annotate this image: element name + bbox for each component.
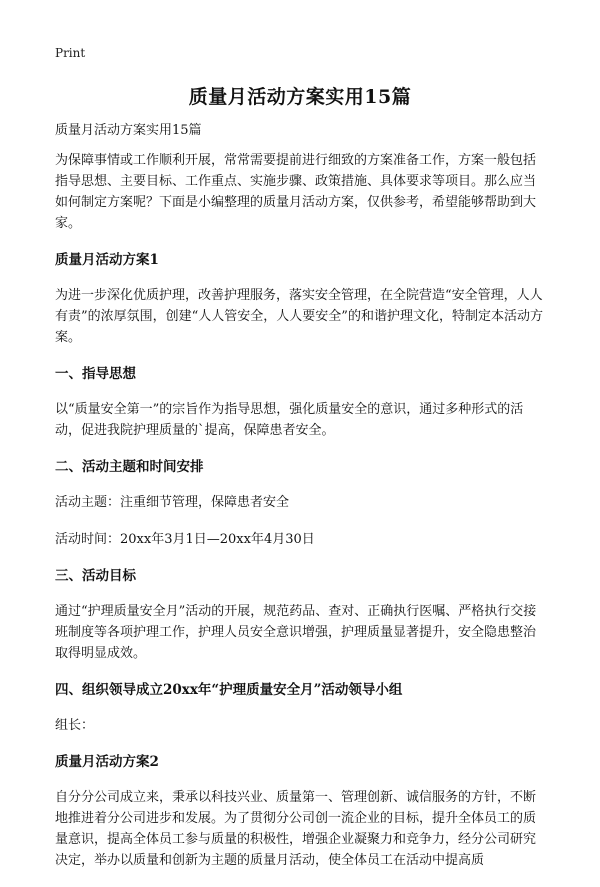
document-subtitle: 质量月活动方案实用15篇: [55, 123, 202, 138]
goal-heading: 三、活动目标: [55, 568, 136, 584]
section-1-paragraph: 为进一步深化优质护理，改善护理服务，落实安全管理，在全院营造“安全管理，人人有责”的浓厚氛围，创建“人人管安全，人人要安全”的和谐护理文化，特制定本活动方案。: [55, 288, 543, 345]
theme-line: 活动主题：注重细节管理，保障患者安全: [55, 495, 290, 510]
goal-paragraph: 通过“护理质量安全月”活动的开展，规范药品、查对、正确执行医嘱、严格执行交接班制度等各项护理工作，护理人员安全意识增强，护理质量显著提升，安全隐患整治取得明显成效。: [55, 604, 537, 661]
leader-line: 组长：: [55, 718, 95, 733]
intro-paragraph: 为保障事情或工作顺利开展，常常需要提前进行细致的方案准备工作，方案一般包括指导思想、主要目标、工作重点、实施步骤、政策措施、具体要求等项目。那么应当如何制定方案呢？下面是小编整理的质量月活动方案，仅供参考，希望能够帮助到大家。: [55, 153, 537, 231]
section-2-heading: 质量月活动方案2: [55, 754, 159, 770]
print-label: Print: [55, 46, 86, 60]
theme-heading: 二、活动主题和时间安排: [55, 459, 204, 475]
document-title: 质量月活动方案实用15篇: [188, 86, 412, 108]
section-1-heading: 质量月活动方案1: [55, 252, 159, 268]
guiding-heading: 一、指导思想: [55, 366, 136, 382]
time-line: 活动时间：20xx年3月1日—20xx年4月30日: [55, 532, 315, 547]
document-body: [55, 120, 547, 887]
organization-heading: 四、组织领导成立20xx年“护理质量安全月”活动领导小组: [55, 682, 403, 698]
section-2-paragraph: 自分分公司成立来，秉承以科技兴业、质量第一、管理创新、诚信服务的方针，不断地推进着分公司进步和发展。为了贯彻分公司创一流企业的目标，提升全体员工的质量意识，提高全体员工参与质量的积极性，增强企业凝聚力和竞争力，经分公司研究决定，举办以质量和创新为主题的质量月活动，使全体员工在活动中提高质: [55, 790, 537, 868]
guiding-paragraph: 以“质量安全第一”的宗旨作为指导思想，强化质量安全的意识，通过多种形式的活动，促进我院护理质量的`提高，保障患者安全。: [55, 402, 524, 438]
